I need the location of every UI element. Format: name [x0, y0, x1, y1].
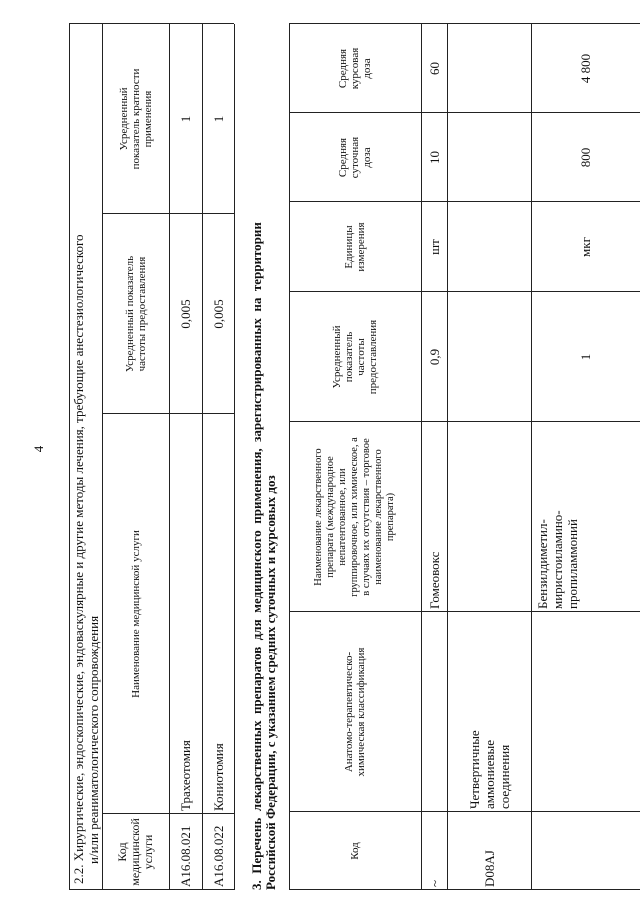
- drug-units: шт: [426, 239, 442, 255]
- drug-atc: Четвертичные аммониевые соединения: [466, 730, 512, 809]
- drug-course-dose: [447, 24, 531, 113]
- service-name: Трахеотомия: [178, 740, 193, 811]
- service-code: A16.08.021: [178, 825, 193, 887]
- drug-units: мкг: [578, 237, 593, 257]
- section-2-2-title-line1: Хирургические, эндоскопические, эндоваскулярные и другие методы лечения, требующие анестезиологического: [71, 234, 86, 862]
- section-3-title-line2: Российской Федерации, с указанием средних суточных и курсовых доз: [263, 475, 278, 890]
- header-daily-dose: Средняя суточная доза: [337, 136, 373, 179]
- header-atc: Анатомо-терапевтическо-химическая классификация: [343, 647, 367, 777]
- header-course-dose: Средняя курсовая доза: [337, 47, 373, 90]
- header-service-name: Наименование медицинской услуги: [129, 530, 142, 698]
- service-code: A16.08.022: [210, 825, 226, 887]
- drug-daily-dose: 10: [426, 151, 442, 164]
- service-name: Кониотомия: [210, 743, 226, 811]
- header-multiplicity: Усредненный показатель кратности применения: [117, 68, 154, 170]
- header-frequency: Усредненный показатель частоты предоставления: [331, 319, 379, 395]
- service-frequency: 0,005: [210, 299, 226, 329]
- page-number: 4: [31, 445, 46, 453]
- drug-course-dose: 60: [426, 62, 442, 75]
- drug-code: D08AJ: [481, 850, 497, 887]
- section-2-2-title-line2: и/или реаниматологического сопровождения: [86, 615, 101, 864]
- drug-frequency: 0,9: [426, 348, 442, 366]
- drug-code: ~: [426, 879, 442, 887]
- service-multiplicity: 1: [210, 115, 226, 123]
- drug-atc: [421, 612, 447, 812]
- section-2-2-number: 2.2.: [71, 864, 86, 884]
- drug-atc: [531, 612, 640, 812]
- section-2-2-title: [70, 26, 102, 888]
- drug-name: Бензилдиметил-миристоиламино-пропиламмоний: [535, 510, 580, 609]
- header-units: Единицы измерения: [343, 222, 367, 272]
- drug-frequency: 1: [578, 353, 593, 361]
- header-service-code: Код медицинской услуги: [115, 818, 155, 886]
- section-3-title: [250, 20, 286, 890]
- drug-name: Гомеовокс: [426, 551, 442, 609]
- header-frequency: Усредненный показатель частоты предоставления: [123, 255, 148, 373]
- drug-frequency: [447, 292, 531, 422]
- service-multiplicity: 1: [178, 115, 193, 123]
- service-frequency: 0,005: [178, 299, 193, 329]
- drug-daily-dose: [447, 113, 531, 202]
- section-3-title-line1: 3. Перечень лекарственных препаратов для медицинского применения, зарегистрированных на территории: [249, 222, 264, 890]
- header-drug-name: Наименование лекарственного препарата (международное непатентованное, или группировочное, или химическое, а в случаях их отсутствия – торговое наименование лекарственного препарата): [313, 437, 396, 597]
- drug-code: [531, 812, 640, 890]
- drug-course-dose: 4 800: [578, 53, 593, 84]
- drug-units: [447, 202, 531, 292]
- drug-name: [447, 422, 531, 612]
- drug-daily-dose: 800: [578, 147, 593, 168]
- header-code: Код: [349, 842, 361, 860]
